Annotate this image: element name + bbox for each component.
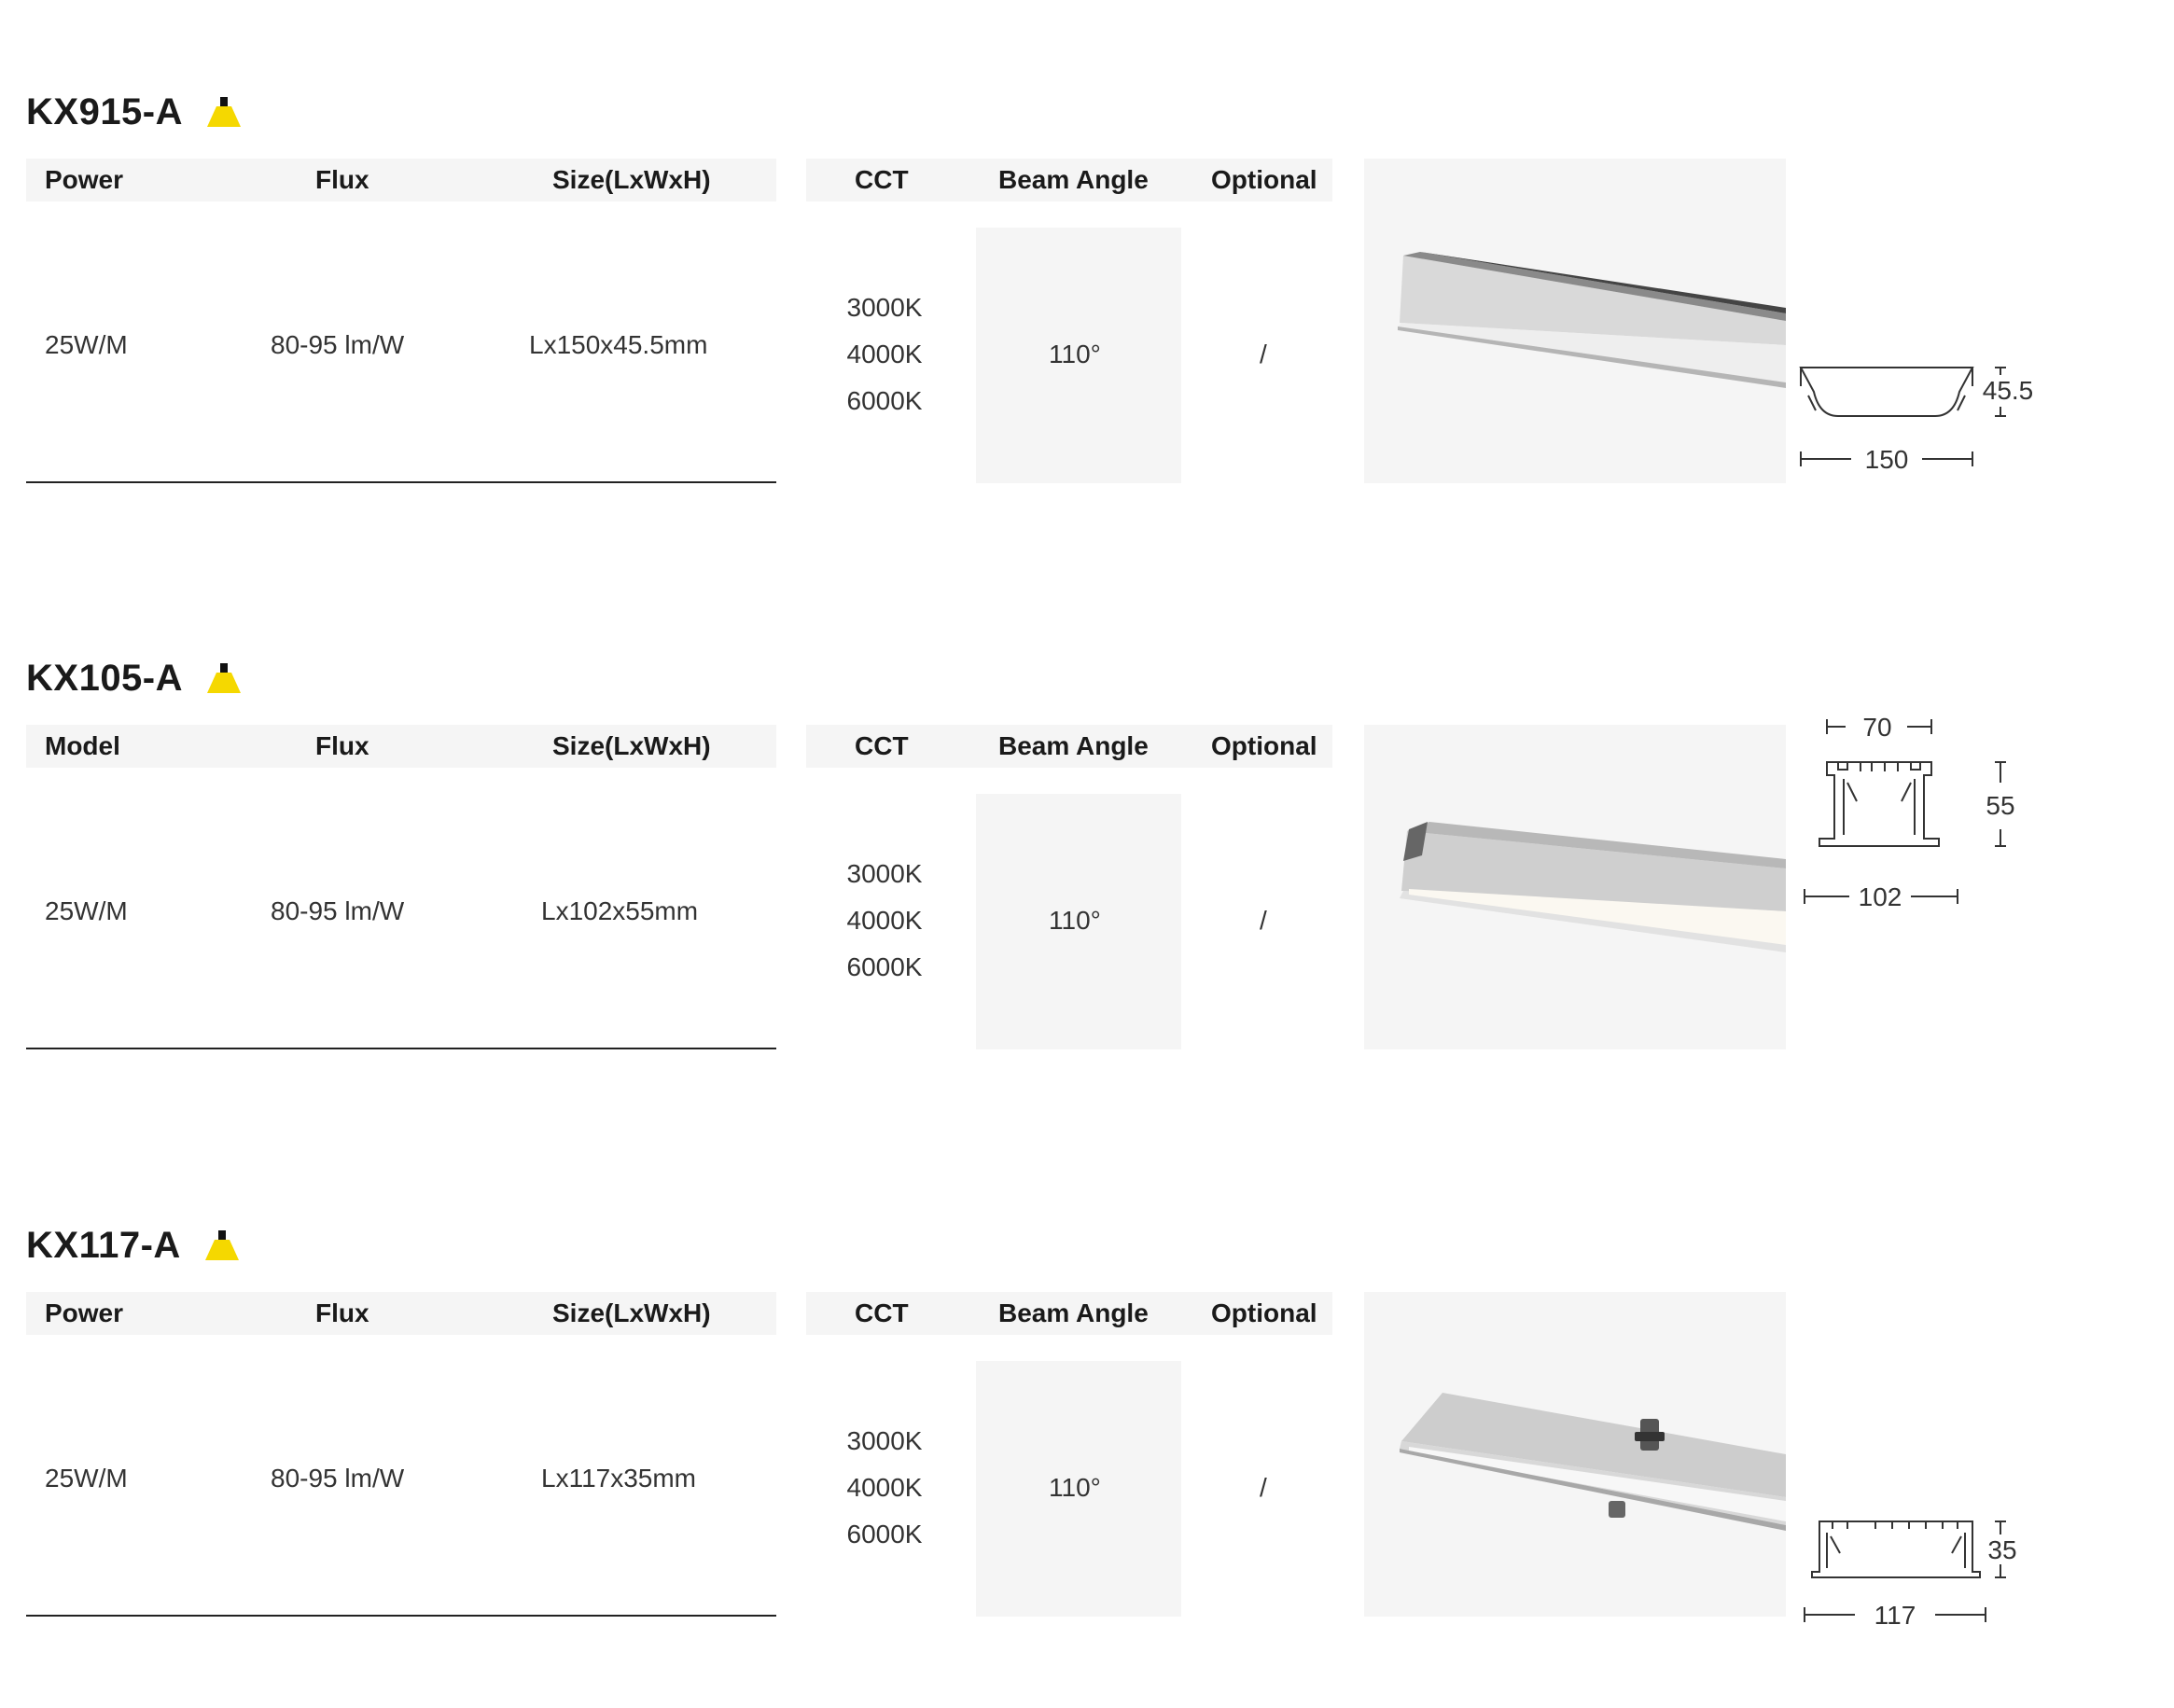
- header-model: Model: [45, 731, 120, 760]
- cct-value: 6000K: [846, 386, 923, 415]
- header-size: Size(LxWxH): [552, 165, 711, 194]
- model-name: KX105-A: [26, 658, 184, 699]
- product-section-kx117: [0, 1133, 2174, 1656]
- flux-value: 80-95 lm/W: [271, 1464, 405, 1493]
- model-name: KX117-A: [26, 1225, 181, 1266]
- size-value: Lx150x45.5mm: [529, 330, 708, 359]
- lamp-icon: [207, 661, 241, 695]
- model-name: KX915-A: [26, 91, 184, 132]
- cct-value: 6000K: [846, 952, 923, 981]
- cct-value: 4000K: [846, 1473, 923, 1502]
- power-value: 25W/M: [45, 1464, 128, 1493]
- optional-value: /: [1260, 340, 1267, 368]
- product-photo: [1364, 159, 1786, 483]
- header-optional: Optional: [1211, 731, 1317, 760]
- cct-value: 3000K: [846, 293, 923, 322]
- header-cct: CCT: [855, 731, 909, 760]
- dimension-top-width: 70: [1862, 713, 1892, 742]
- header-size: Size(LxWxH): [552, 731, 711, 760]
- beam-angle-value: 110°: [1049, 906, 1101, 935]
- product-photo: [1364, 1292, 1786, 1617]
- dimension-height: 55: [1986, 791, 2015, 820]
- header-flux: Flux: [315, 1298, 369, 1327]
- table-rule: [26, 1615, 776, 1617]
- cct-value: 4000K: [846, 906, 923, 935]
- header-optional: Optional: [1211, 1298, 1317, 1327]
- product-title: [26, 86, 241, 138]
- cct-value: 4000K: [846, 340, 923, 368]
- size-value: Lx102x55mm: [541, 896, 699, 925]
- dimension-width: 102: [1858, 882, 1902, 911]
- product-title: [26, 1219, 239, 1271]
- header-optional: Optional: [1211, 165, 1317, 194]
- power-value: 25W/M: [45, 330, 128, 359]
- flux-value: 80-95 lm/W: [271, 896, 405, 925]
- flux-value: 80-95 lm/W: [271, 330, 405, 359]
- product-section-kx915: [0, 0, 2174, 522]
- beam-angle-value: 110°: [1049, 1473, 1101, 1502]
- dimension-width: 117: [1874, 1601, 1916, 1630]
- dimension-height: 45.5: [1982, 376, 2034, 405]
- header-size: Size(LxWxH): [552, 1298, 711, 1327]
- product-title: [26, 652, 241, 704]
- cross-section-drawing: [1795, 713, 2038, 1061]
- table-rule: [26, 481, 776, 483]
- product-photo: [1364, 725, 1786, 1049]
- size-value: Lx117x35mm: [541, 1464, 697, 1493]
- header-beam-angle: Beam Angle: [998, 1298, 1149, 1327]
- cross-section-drawing: [1795, 159, 2038, 494]
- cross-section-drawing: [1795, 1292, 2038, 1628]
- header-power: Power: [45, 1298, 124, 1327]
- product-section-kx105: [0, 566, 2174, 1089]
- header-beam-angle: Beam Angle: [998, 731, 1149, 760]
- dimension-width: 150: [1864, 445, 1909, 474]
- header-flux: Flux: [315, 731, 369, 760]
- cct-value: 6000K: [846, 1520, 923, 1548]
- lamp-icon: [207, 95, 241, 129]
- header-cct: CCT: [855, 165, 909, 194]
- cct-value: 3000K: [846, 1426, 923, 1455]
- header-cct: CCT: [855, 1298, 909, 1327]
- lamp-icon: [205, 1229, 239, 1262]
- table-rule: [26, 1048, 776, 1049]
- cct-value: 3000K: [846, 859, 923, 888]
- header-power: Power: [45, 165, 124, 194]
- header-flux: Flux: [315, 165, 369, 194]
- power-value: 25W/M: [45, 896, 128, 925]
- optional-value: /: [1260, 1473, 1267, 1502]
- beam-angle-value: 110°: [1049, 340, 1101, 368]
- header-beam-angle: Beam Angle: [998, 165, 1149, 194]
- dimension-height: 35: [1987, 1535, 2017, 1564]
- optional-value: /: [1260, 906, 1267, 935]
